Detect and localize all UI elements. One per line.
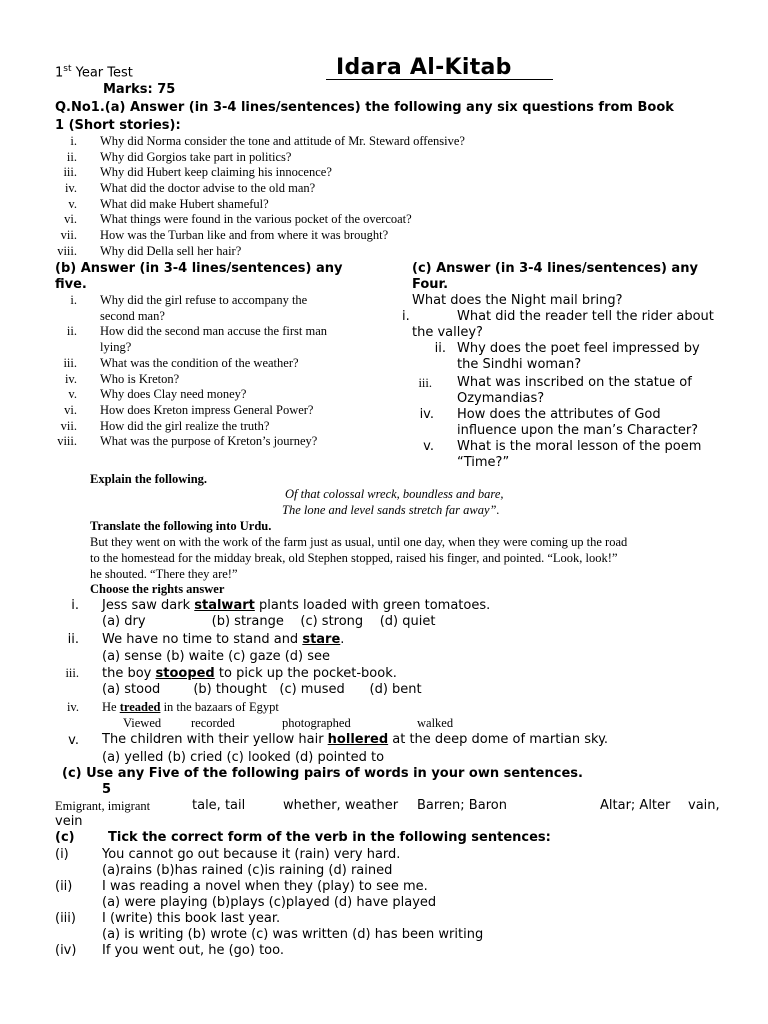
verb-sentence: I was reading a novel when they (play) to see me. <box>102 879 428 894</box>
section-b-list <box>55 293 385 450</box>
choose-sentence: the boy stooped to pick up the pocket-book. <box>102 666 397 681</box>
pairs-heading-line1: (c) Use any Five of the following pairs of words in your own sentences. <box>62 766 583 781</box>
pair-item: Barren; Baron <box>417 798 507 813</box>
section-c-line1: How does the attributes of God <box>457 407 661 422</box>
list-item: v. What did make Hubert shameful? <box>68 196 269 211</box>
section-c-line2: the Sindhi woman? <box>457 357 582 372</box>
verbs-heading-label: (c) <box>55 830 75 845</box>
test-label-sup: st <box>63 64 72 74</box>
list-item: ii. Why did Gorgios take part in politics? <box>66 149 292 164</box>
list-item: i. Why did the girl refuse to accompany the second man? <box>70 293 308 323</box>
choose-sentence: He treaded in the bazaars of Egypt <box>102 700 279 714</box>
section-c-line1: Why does the poet feel impressed by <box>457 341 700 356</box>
section-c-num: ii. <box>434 341 446 356</box>
choose-num: iv. <box>66 700 79 714</box>
verb-num: (iii) <box>55 911 76 926</box>
section-c-num: iii. <box>418 376 432 390</box>
translate-line2: to the homestead for the midday break, old Stephen stopped, raised his finger, and pointed. “Look, look!” <box>90 551 618 565</box>
q1-heading-line2: 1 (Short stories): <box>55 118 181 133</box>
choose-options: (a) yelled (b) cried (c) looked (d) pointed to <box>102 750 385 765</box>
verb-options: (a) were playing (b)plays (c)played (d) have played <box>102 895 437 910</box>
choose-num: ii. <box>67 632 79 647</box>
choose-option-b: recorded <box>191 716 235 730</box>
section-c-num: iv. <box>419 407 434 422</box>
choose-option-d: walked <box>417 716 454 730</box>
section-c-line1: What was inscribed on the statue of <box>457 375 692 390</box>
translate-line1: But they went on with the work of the farm just as usual, until one day, when they were coming up the road <box>90 535 628 549</box>
pair-item: Emigrant, imigrant <box>55 799 151 813</box>
section-a-list <box>55 134 695 260</box>
explain-heading: Explain the following. <box>90 472 208 486</box>
pair-item: vain, <box>688 798 720 813</box>
verb-sentence: If you went out, he (go) too. <box>102 943 284 958</box>
list-item: vii. How was the Turban like and from where it was brought? <box>60 228 389 243</box>
section-c-line2: “Time?” <box>457 455 510 470</box>
list-item: viii. What was the purpose of Kreton’s journey? <box>57 434 318 449</box>
section-c-item-i-num: i. <box>402 309 410 324</box>
verb-num: (i) <box>55 847 69 862</box>
list-item: i. Why did Norma consider the tone and attitude of Mr. Steward offensive? <box>70 134 465 148</box>
choose-num: iii. <box>65 666 79 680</box>
choose-num: v. <box>68 733 79 748</box>
section-b-heading-line1: (b) Answer (in 3-4 lines/sentences) any <box>55 261 343 276</box>
pair-item: tale, tail <box>192 798 246 813</box>
title-underline <box>326 79 553 80</box>
explain-line2: The lone and level sands stretch far away”. <box>282 503 500 517</box>
choose-sentence: We have no time to stand and stare. <box>102 632 345 647</box>
choose-options: (a) dry (b) strange (c) strong (d) quiet <box>102 614 436 629</box>
section-c-heading-line1: (c) Answer (in 3-4 lines/sentences) any <box>412 261 698 276</box>
marks: Marks: 75 <box>103 82 176 97</box>
pair-item-wrap: vein <box>55 814 83 829</box>
section-c-line2: Ozymandias? <box>457 391 545 406</box>
list-item: iii. What was the condition of the weather? <box>63 355 299 370</box>
list-item: vii. How did the girl realize the truth? <box>60 418 270 433</box>
section-c-first-question: What does the Night mail bring? <box>412 293 623 308</box>
choose-option-a: Viewed <box>123 716 162 730</box>
verb-num: (ii) <box>55 879 73 894</box>
list-item: vi. How does Kreton impress General Power? <box>64 402 314 417</box>
translate-heading: Translate the following into Urdu. <box>90 519 272 533</box>
list-item: viii. Why did Della sell her hair? <box>57 243 242 258</box>
list-item: v. Why does Clay need money? <box>68 387 247 402</box>
section-c-item-i-line1: What did the reader tell the rider about <box>457 309 714 324</box>
translate-line3: he shouted. “There they are!” <box>90 567 238 581</box>
explain-line1: Of that colossal wreck, boundless and bare, <box>285 487 504 501</box>
verb-sentence: I (write) this book last year. <box>102 911 281 926</box>
list-item: iii. Why did Hubert keep claiming his innocence? <box>63 165 332 180</box>
test-label: 1st Year Test <box>55 64 133 81</box>
verbs-heading-text: Tick the correct form of the verb in the following sentences: <box>108 830 551 845</box>
choose-options: (a) stood (b) thought (c) mused (d) bent <box>102 682 422 697</box>
list-item: vi. What things were found in the various pocket of the overcoat? <box>64 212 412 227</box>
choose-num: i. <box>71 598 79 613</box>
choose-sentence: The children with their yellow hair hollered at the deep dome of martian sky. <box>102 732 609 747</box>
section-c-num: v. <box>423 439 434 454</box>
section-c-line2: influence upon the man’s Character? <box>457 423 699 438</box>
list-item: iv. Who is Kreton? <box>64 371 180 386</box>
section-c-item-i-line2: the valley? <box>412 325 483 340</box>
section-c-heading-line2: Four. <box>412 277 449 292</box>
choose-heading: Choose the rights answer <box>90 582 225 596</box>
section-c-line1: What is the moral lesson of the poem <box>457 439 702 454</box>
pair-item: Altar; Alter <box>600 798 671 813</box>
pair-item: whether, weather <box>283 798 399 813</box>
choose-option-c: photographed <box>282 716 351 730</box>
list-item: iv. What did the doctor advise to the old man? <box>64 181 316 196</box>
institute-title: Idara Al-Kitab <box>336 55 512 80</box>
pairs-heading-line2: 5 <box>102 782 112 797</box>
choose-options: (a) sense (b) waite (c) gaze (d) see <box>102 649 331 664</box>
list-item: ii. How did the second man accuse the first man lying? <box>66 324 328 355</box>
section-b-heading-line2: five. <box>55 277 87 292</box>
verb-num: (iv) <box>55 943 77 958</box>
verb-sentence: You cannot go out because it (rain) very hard. <box>102 847 401 862</box>
test-label-rest: Year Test <box>71 65 133 81</box>
q1-heading-line1: Q.No1.(a) Answer (in 3-4 lines/sentences) the following any six questions from Book <box>55 100 674 115</box>
choose-sentence: Jess saw dark stalwart plants loaded with green tomatoes. <box>102 598 491 613</box>
verb-options: (a) is writing (b) wrote (c) was written (d) has been writing <box>102 927 484 942</box>
verb-options: (a)rains (b)has rained (c)is raining (d) rained <box>102 863 393 878</box>
